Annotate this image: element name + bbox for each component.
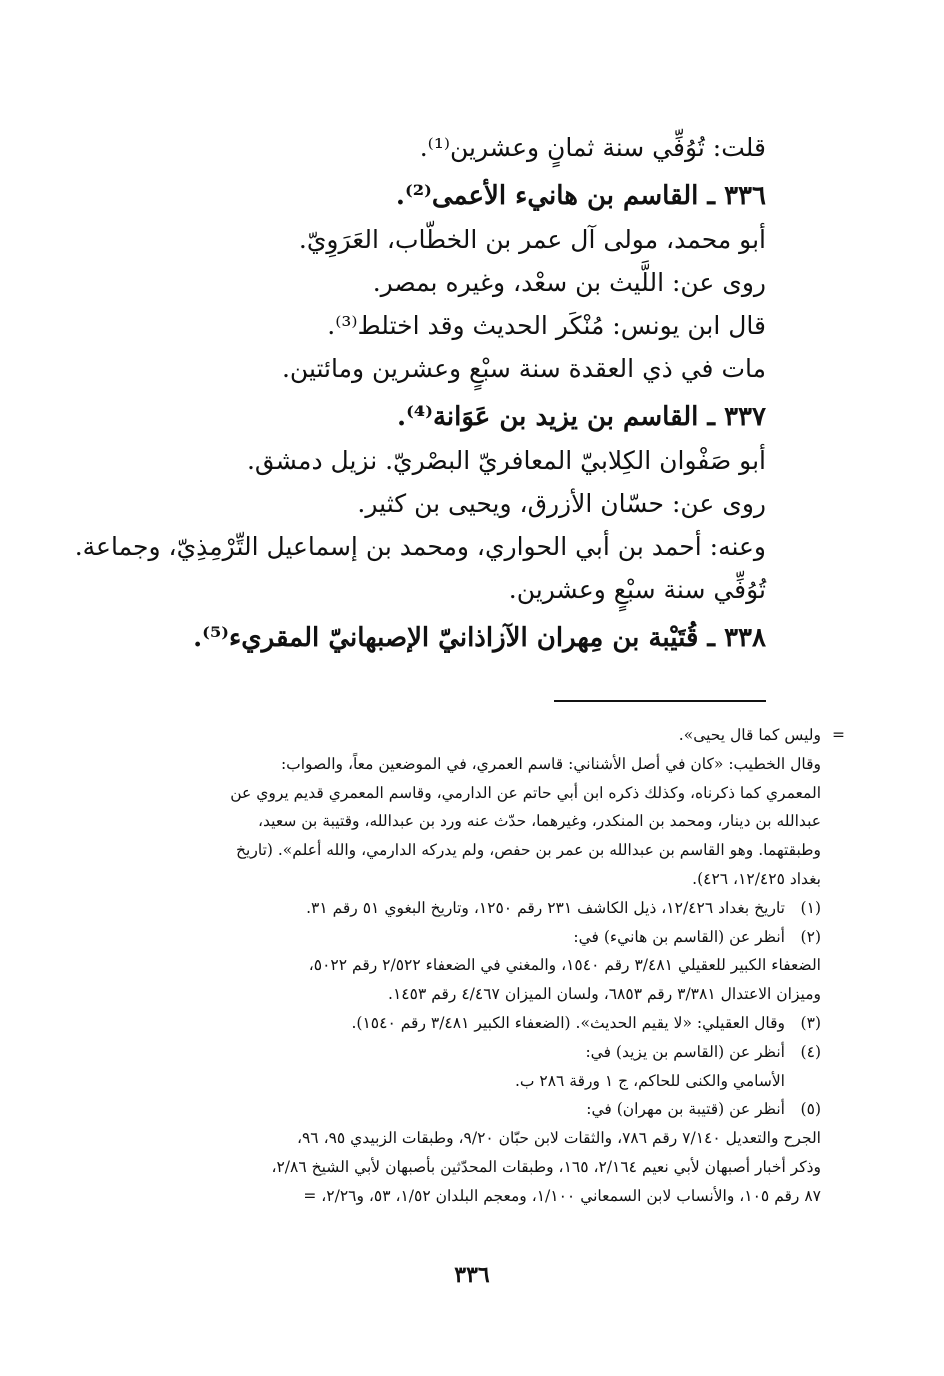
- footnote-number: (٣): [800, 1013, 821, 1032]
- continuation-marker: =: [832, 726, 845, 744]
- footnote-continuation-line: وقال الخطيب: «كان في أصل الأشناني: قاسم العمري، في الموضعين معاً، والصواب:: [280, 754, 821, 773]
- footnote-line: ٨٧ رقم ١٠٥، والأنساب لابن السمعاني ١/١٠٠، ومعجم البلدان ١/٥٢، ٥٣، و٢/٢٦، =: [303, 1186, 821, 1205]
- footnote-continuation-line: بغداد ١٢/٤٢٥، ٤٢٦).: [692, 869, 821, 888]
- footnote-line: الضعفاء الكبير للعقيلي ٣/٤٨١ رقم ١٥٤٠، والمغني في الضعفاء ٢/٥٢٢ رقم ٥٠٢٢،: [308, 956, 821, 975]
- text-line: تُوُفِّي سنة سبْعٍ وعشرين.: [508, 575, 766, 604]
- footnote-number: (٢): [800, 927, 821, 946]
- footnote-text: وقال العقيلي: «لا يقيم الحديث». (الضعفاء الكبير ٣/٤٨١ رقم ١٥٤٠).: [351, 1013, 785, 1032]
- footnotes: [109, 721, 845, 1211]
- footnote-continuation-line: [109, 721, 845, 750]
- footnote-4: [109, 1038, 821, 1067]
- footnote-text: تاريخ بغداد ١٢/٤٢٦، ذيل الكاشف ٢٣١ رقم ١٢٥٠، وتاريخ البغوي ٥١ رقم ٣١.: [306, 898, 785, 917]
- footnote-text: أنظر عن (القاسم بن هانيء) في:: [573, 927, 785, 946]
- footnote-3: [109, 1009, 821, 1038]
- footnote-text: أنظر عن (قتيبة بن مهران) في:: [586, 1100, 785, 1119]
- footnote-line: وذكر أخبار أصبهان لأبي نعيم ٢/١٦٤، ١٦٥، وطبقات المحدّثين بأصبهان لأبي الشيخ ٢/٨٦،: [271, 1157, 821, 1176]
- entry-heading-337: ٣٣٧ ـ القاسم بن يزيد بن عَوَانة⁽⁴⁾.: [397, 402, 766, 432]
- text-line: قال ابن يونس: مُنْكَر الحديث وقد اختلط⁽³⁾.: [327, 311, 766, 340]
- text-line: مات في ذي العقدة سنة سبْعٍ وعشرين ومائتين.: [281, 354, 766, 383]
- footnote-1: [109, 894, 821, 923]
- continuation-text: وليس كما قال يحيى».: [678, 726, 821, 744]
- footnote-line: وميزان الاعتدال ٣/٣٨١ رقم ٦٨٥٣، ولسان الميزان ٤/٤٦٧ رقم ١٤٥٣.: [388, 985, 821, 1004]
- footnote-line: الأسامي والكنى للحاكم، ج ١ ورقة ٢٨٦ ب.: [514, 1071, 785, 1090]
- text-line: روى عن: حسّان الأزرق، ويحيى بن كثير.: [357, 489, 766, 518]
- text-line: أبو محمد، مولى آل عمر بن الخطّاب، العَرَوِيّ.: [298, 225, 766, 254]
- footnote-continuation-line: وطبقتهما. وهو القاسم بن عبدالله بن عمر بن حفص، ولم يدركه الدارمي، والله أعلم». (تاريخ: [236, 841, 821, 860]
- footnote-number: (٤): [800, 1042, 821, 1061]
- entry-heading-336: ٣٣٦ ـ القاسم بن هانيء الأعمى⁽²⁾.: [395, 181, 766, 211]
- page-number: ٣٣٦: [454, 1262, 490, 1288]
- footnote-continuation-line: عبدالله بن دينار، ومحمد بن المنكدر، وغيرهما، حدّث عنه ورد بن عبدالله، وقتيبة بن سعيد،: [258, 812, 821, 831]
- text-line: روى عن: اللَّيث بن سعْد، وغيره بمصر.: [372, 268, 766, 297]
- text-line: قلت: تُوُفِّي سنة ثمانٍ وعشرين⁽¹⁾.: [419, 133, 766, 162]
- footnote-number: (١): [800, 898, 821, 917]
- footnote-continuation-line: المعمري كما ذكرناه، وكذلك ذكره ابن أبي حاتم عن الدارمي، وقاسم المعمري قديم يروي عن: [230, 783, 821, 802]
- footnote-line: الجرح والتعديل ٧/١٤٠ رقم ٧٨٦، والثقات لابن حبّان ٩/٢٠، وطبقات الزبيدي ٩٥، ٩٦،: [296, 1129, 821, 1148]
- text-line: وعنه: أحمد بن أبي الحواري، ومحمد بن إسماعيل التِّرْمِذِيّ، وجماعة.: [74, 532, 766, 561]
- footnote-separator: [554, 700, 766, 702]
- main-text: [74, 126, 766, 660]
- footnote-5: [109, 1095, 821, 1124]
- text-line: أبو صَفْوان الكِلابيّ المعافريّ البصْريّ. نزيل دمشق.: [246, 446, 766, 475]
- footnote-text: أنظر عن (القاسم بن يزيد) في:: [585, 1042, 785, 1061]
- entry-heading-338: ٣٣٨ ـ قُتَيْبة بن مِهران الآزاذانيّ الإصبهانيّ المقريء⁽⁵⁾.: [193, 623, 766, 653]
- footnote-number: (٥): [800, 1100, 821, 1119]
- footnote-2: [109, 923, 821, 952]
